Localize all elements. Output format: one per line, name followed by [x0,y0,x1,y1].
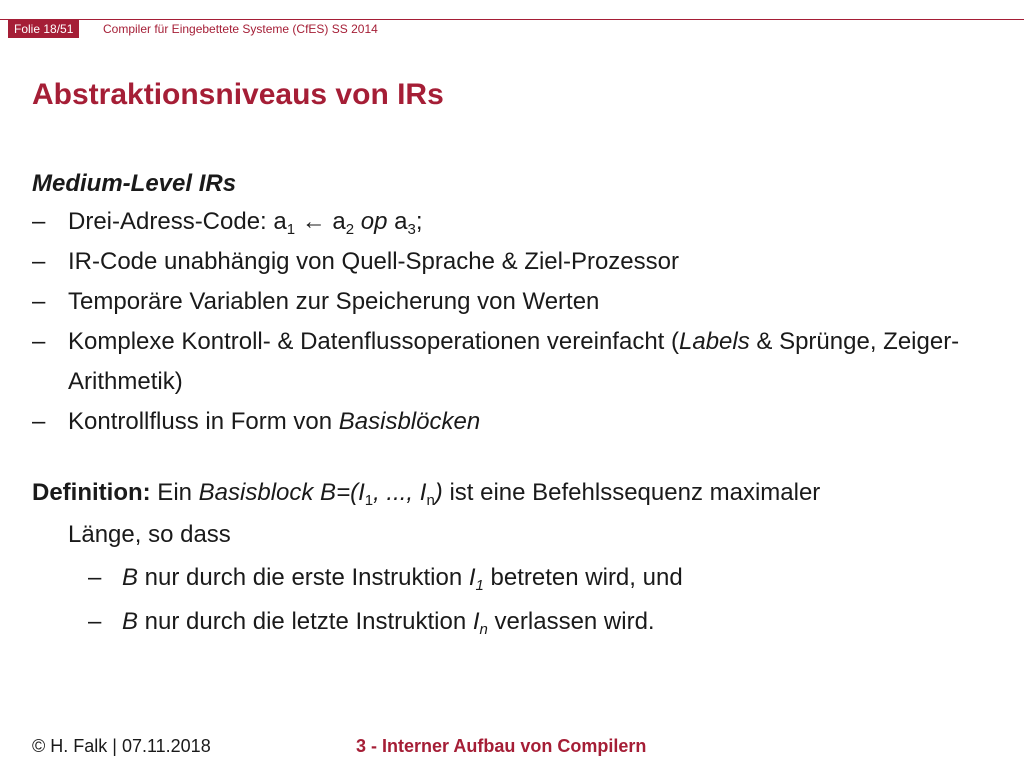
definition-paragraph: Definition: Ein Basisblock $B=(I_1$, ..., $I_n$) ist eine Befehlssequenz maximaler Länge, so dass [32,479,821,548]
bullet-dash: – [88,564,102,591]
spacer [32,442,992,472]
bullet-drei-adress-code: – Drei-Adress-Code: $a_1$ ← $a_2$ op $a_3$; [32,202,992,242]
header-rule [0,19,1024,20]
slide-counter: Folie 18/51 [8,20,79,38]
bullet-temporaere-variablen: – Temporäre Variablen zur Speicherung von Werten [32,282,992,322]
bullet-dash: – [32,208,46,235]
slide-title: Abstraktionsniveaus von IRs [32,78,444,111]
bullet-dash: – [32,248,46,275]
bullet-dash: – [32,288,46,315]
sub-bullet-letzte-instruktion: – B nur durch die letzte Instruktion $I_n$ verlassen wird. [32,600,992,644]
bullet-dash: – [32,408,46,435]
footer-author-date: © H. Falk | 07.11.2018 [32,736,211,756]
bullet-dash: – [88,608,102,635]
bullet-komplexe-kontroll: – Komplexe Kontroll- & Datenflussoperationen vereinfacht (Labels & Sprünge, Zeiger-Arithmetik) [32,322,992,402]
bullet-dash: – [32,328,46,355]
definition-label: Definition: [32,479,151,506]
course-title: Compiler für Eingebettete Systeme (CfES) SS 2014 [103,22,378,36]
section-heading: Medium-Level IRs [32,170,237,197]
footer-chapter: 3 - Interner Aufbau von Compilern [356,736,647,756]
bullet-kontrollfluss: – Kontrollfluss in Form von Basisblöcken [32,402,992,442]
slide-content [32,166,992,644]
sub-bullet-erste-instruktion: – B nur durch die erste Instruktion $I_1$ betreten wird, und [32,556,992,600]
bullet-ir-code: – IR-Code unabhängig von Quell-Sprache & Ziel-Prozessor [32,242,992,282]
